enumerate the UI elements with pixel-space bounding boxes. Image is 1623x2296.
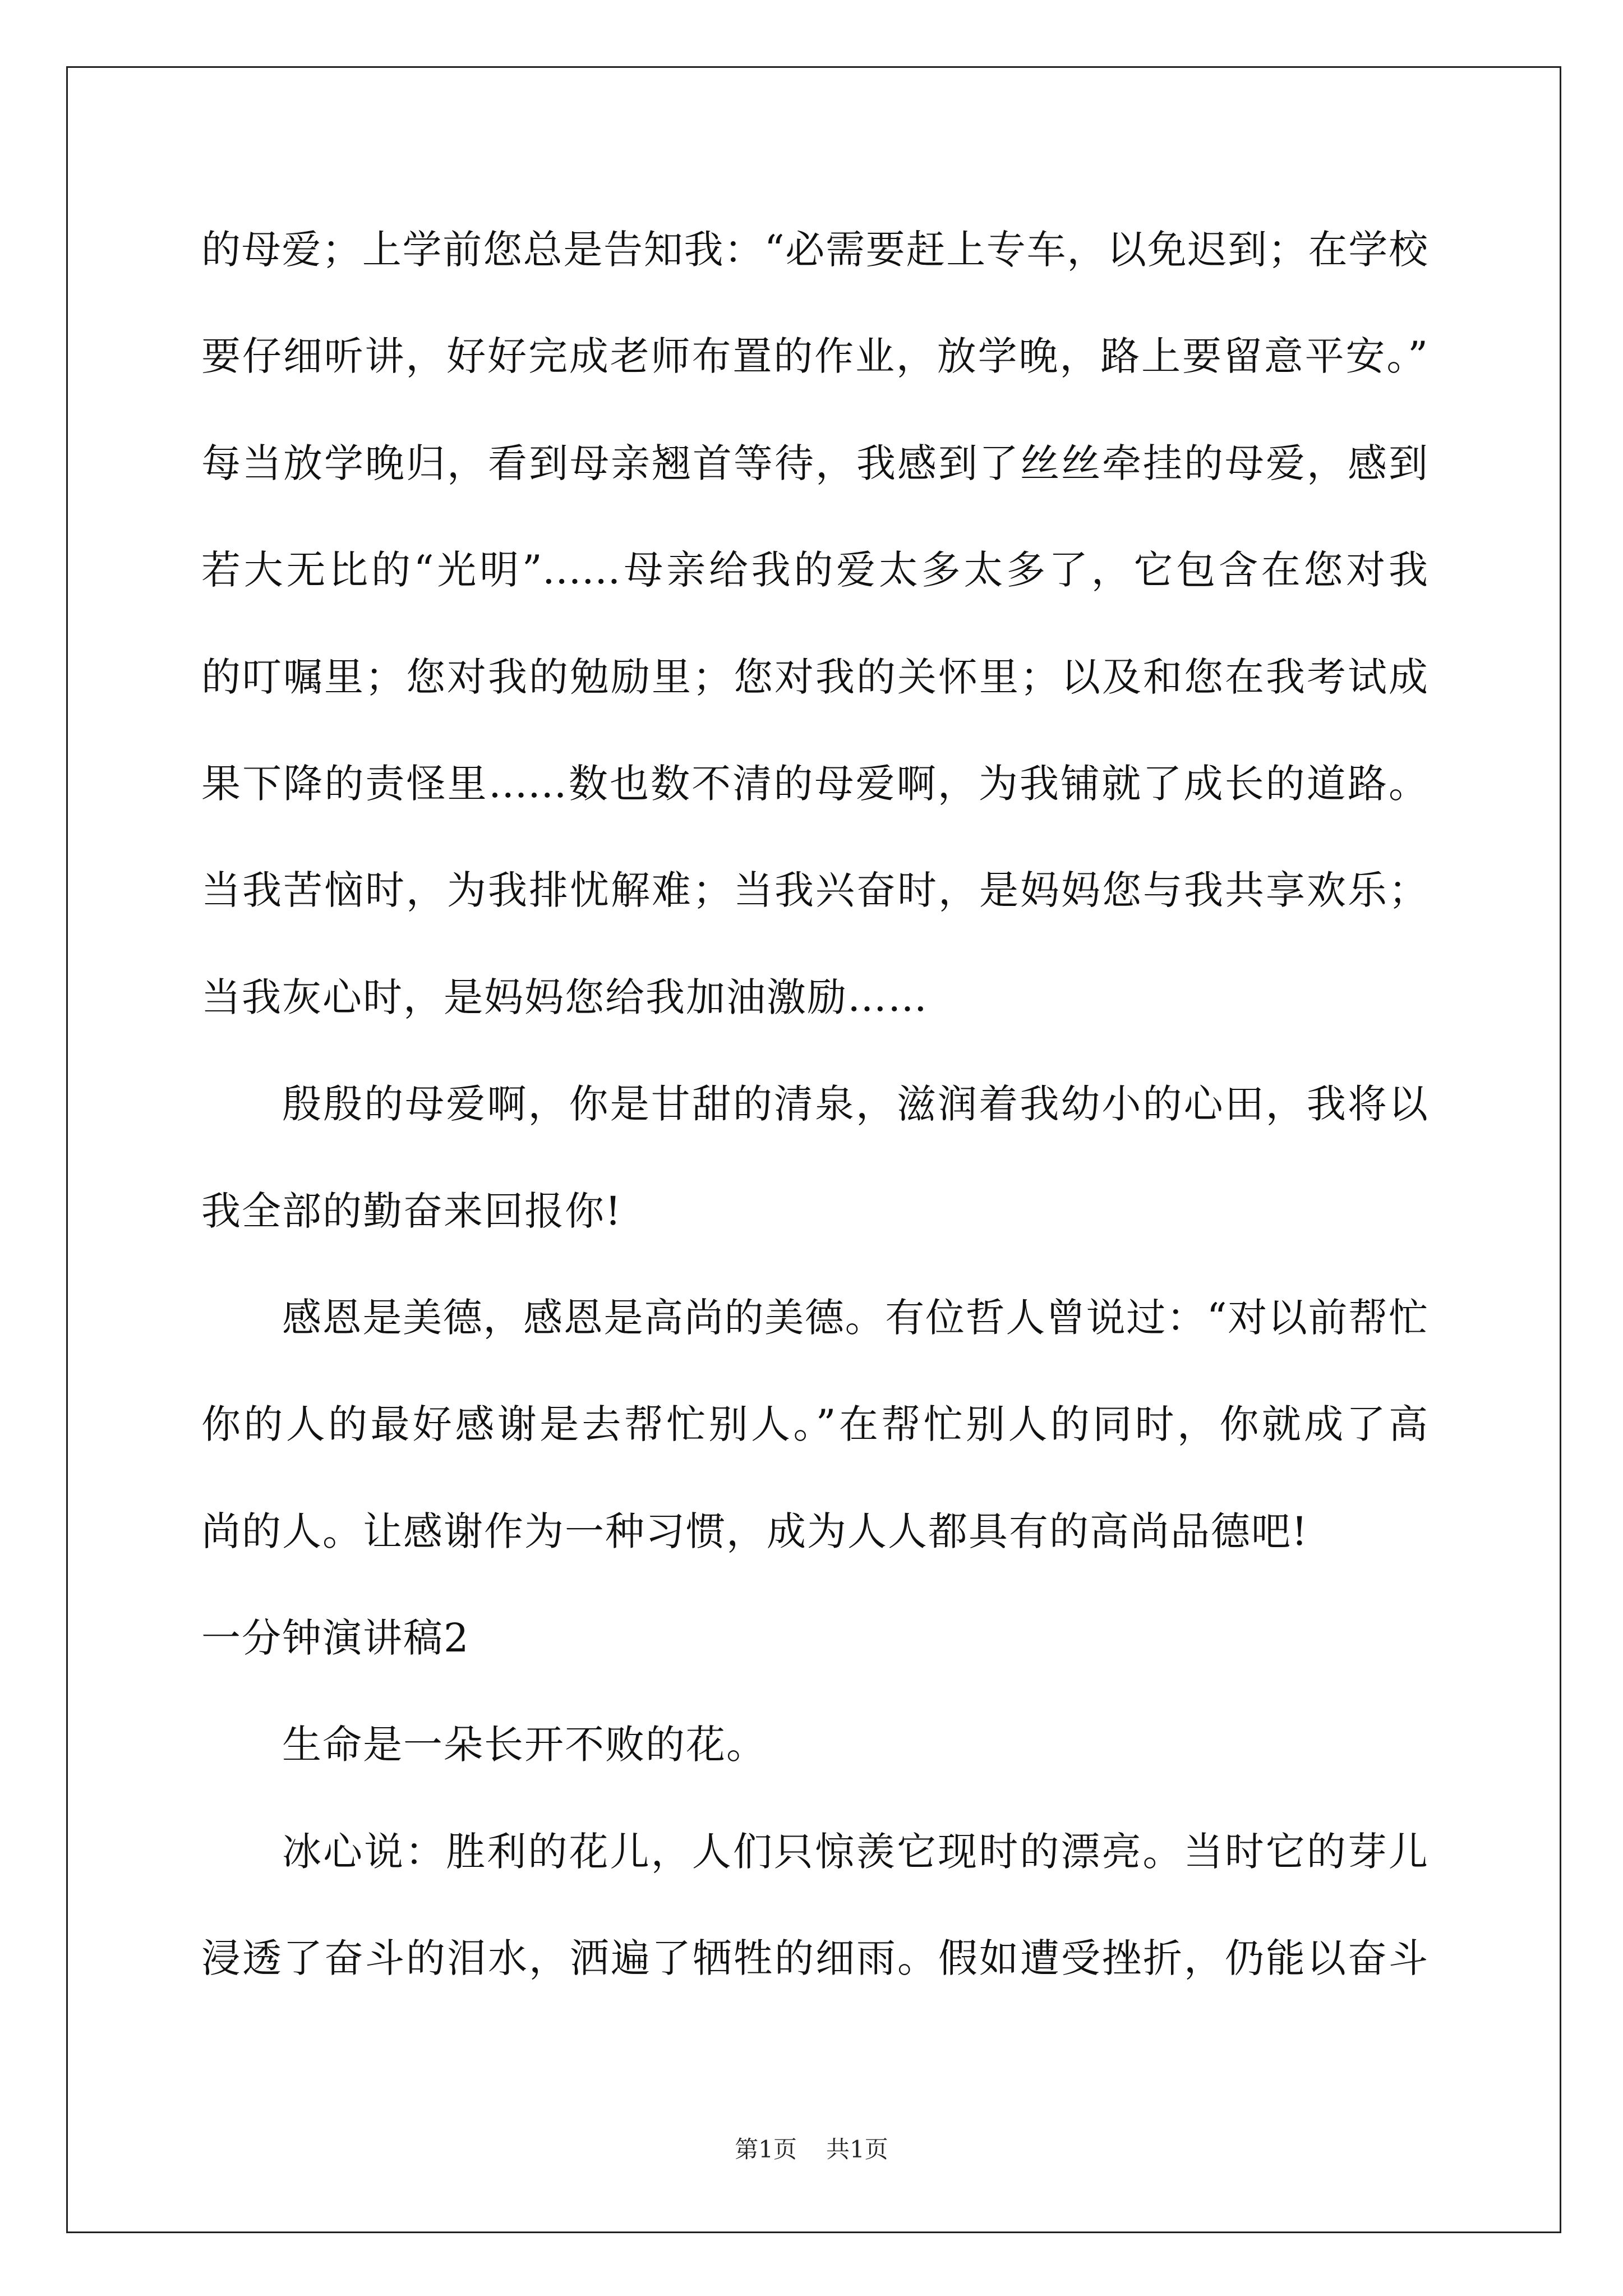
paragraph-line: 感恩是美德，感恩是高尚的美德。有位哲人曾说过：“对以前帮忙 [282, 1294, 1428, 1341]
paragraph-line: 每当放学晚归，看到母亲翘首等待，我感到了丝丝牵挂的母爱，感到 [201, 440, 1428, 486]
paragraph-line: 我全部的勤奋来回报你! [201, 1188, 623, 1234]
paragraph-line: 当我苦恼时，为我排忧解难；当我兴奋时，是妈妈您与我共享欢乐； [201, 867, 1428, 914]
paragraph-line: 的叮嘱里；您对我的勉励里；您对我的关怀里；以及和您在我考试成 [201, 654, 1428, 700]
page-number: 第1页 [735, 2136, 797, 2163]
page-total: 共1页 [826, 2136, 888, 2163]
paragraph-line: 殷殷的母爱啊，你是甘甜的清泉，滋润着我幼小的心田，我将以 [282, 1081, 1428, 1128]
page-footer [0, 2135, 1623, 2164]
paragraph-line: 生命是一朵长开不败的花。 [282, 1722, 767, 1768]
paragraph-line: 你的人的最好感谢是去帮忙别人。”在帮忙别人的同时，你就成了高 [201, 1401, 1428, 1448]
paragraph-line: 的母爱；上学前您总是告知我：“必需要赶上专车，以免迟到；在学校 [201, 227, 1428, 273]
document-body [201, 196, 1428, 2012]
paragraph-line: 要仔细听讲，好好完成老师布置的作业，放学晚，路上要留意平安。” [201, 333, 1428, 380]
section-heading: 一分钟演讲稿2 [201, 1615, 470, 1662]
paragraph-line: 冰心说：胜利的花儿，人们只惊羡它现时的漂亮。当时它的芽儿 [282, 1828, 1428, 1875]
paragraph-line: 果下降的责怪里……数也数不清的母爱啊，为我铺就了成长的道路。 [201, 760, 1428, 807]
paragraph-line: 若大无比的“光明”……母亲给我的爱太多太多了，它包含在您对我 [201, 547, 1428, 593]
paragraph-line: 当我灰心时，是妈妈您给我加油激励…… [201, 974, 928, 1020]
paragraph-line: 浸透了奋斗的泪水，洒遍了牺牲的细雨。假如遭受挫折，仍能以奋斗 [201, 1935, 1428, 1982]
paragraph-line: 尚的人。让感谢作为一种习惯，成为人人都具有的高尚品德吧! [201, 1508, 1309, 1554]
